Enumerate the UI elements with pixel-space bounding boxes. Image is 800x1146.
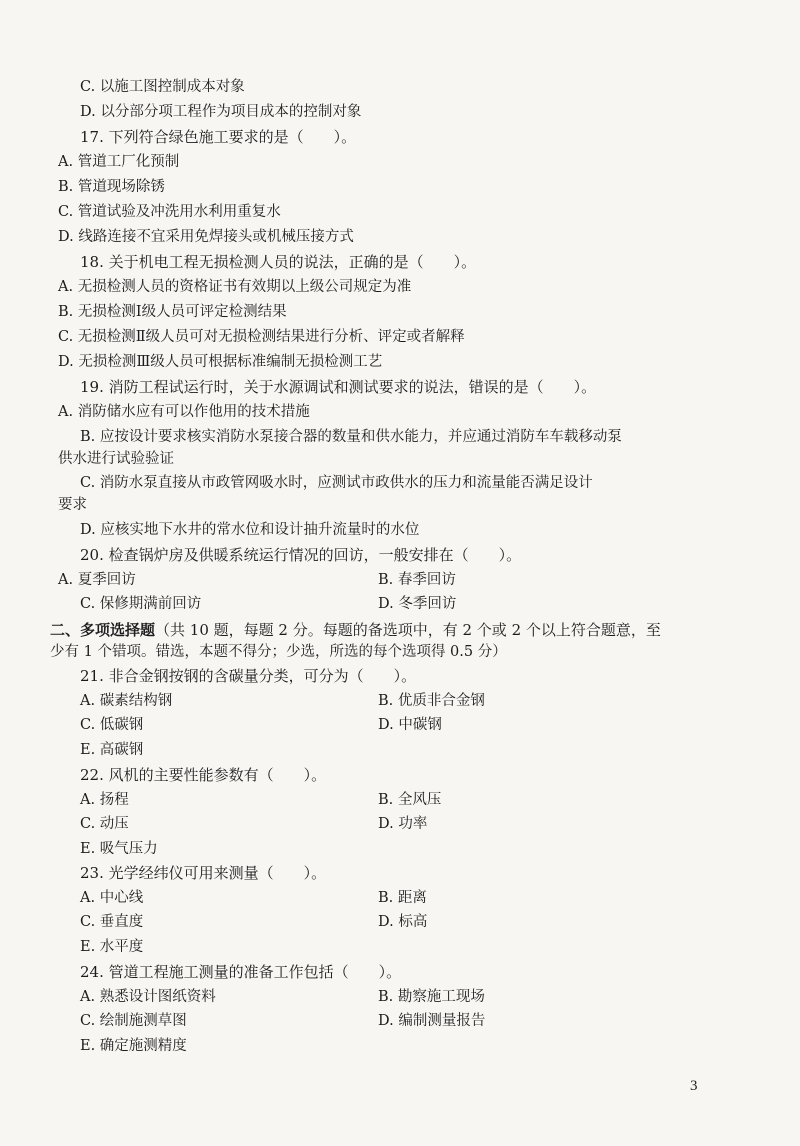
page-number: 3 [690, 1078, 698, 1094]
q19-option-b-line2: 供水进行试验验证 [58, 451, 174, 467]
q19-option-d: D. 应核实地下水井的常水位和设计抽升流量时的水位 [80, 522, 420, 538]
q24-option-d: D. 编制测量报告 [378, 1013, 486, 1029]
section-2-heading [50, 621, 661, 639]
section-2-title: 二、多项选择题 [50, 621, 156, 639]
q22-option-c: C. 动压 [80, 816, 129, 832]
q23-option-a: A. 中心线 [80, 890, 144, 906]
q19-option-b-line1: B. 应按设计要求核实消防水泵接合器的数量和供水能力，并应通过消防车车载移动泵 [80, 429, 622, 445]
q20-option-d: D. 冬季回访 [378, 596, 457, 612]
section-2-desc-line1: （共 10 题，每题 2 分。每题的备选项中，有 2 个或 2 个以上符合题意，至 [155, 621, 661, 639]
q17-option-c: C. 管道试验及冲洗用水利用重复水 [58, 204, 281, 220]
q19-option-a: A. 消防储水应有可以作他用的技术措施 [58, 404, 310, 420]
q24-stem: 24. 管道工程施工测量的准备工作包括（ ）。 [80, 963, 402, 981]
q22-option-d: D. 功率 [378, 816, 428, 832]
q22-stem: 22. 风机的主要性能参数有（ ）。 [80, 766, 327, 784]
q17-stem: 17. 下列符合绿色施工要求的是（ ）。 [80, 128, 357, 146]
q24-option-c: C. 绘制施测草图 [80, 1013, 187, 1029]
q20-stem: 20. 检查锅炉房及供暖系统运行情况的回访，一般安排在（ ）。 [80, 546, 522, 564]
q16-option-d: D. 以分部分项工程作为项目成本的控制对象 [80, 104, 362, 120]
q24-option-b: B. 勘察施工现场 [378, 989, 485, 1005]
q21-option-a: A. 碳素结构钢 [80, 693, 173, 709]
q18-stem: 18. 关于机电工程无损检测人员的说法，正确的是（ ）。 [80, 253, 477, 271]
q19-option-c-line2: 要求 [58, 497, 87, 513]
q18-option-a: A. 无损检测人员的资格证书有效期以上级公司规定为准 [58, 279, 412, 295]
q23-option-c: C. 垂直度 [80, 914, 144, 930]
q16-option-c: C. 以施工图控制成本对象 [80, 79, 245, 95]
q22-option-b: B. 全风压 [378, 792, 442, 808]
q17-option-d: D. 线路连接不宜采用免焊接头或机械压接方式 [58, 229, 354, 245]
q21-option-d: D. 中碳钢 [378, 717, 442, 733]
q23-stem: 23. 光学经纬仪可用来测量（ ）。 [80, 864, 327, 882]
q22-option-a: A. 扬程 [80, 792, 129, 808]
q18-option-c: C. 无损检测Ⅱ级人员可对无损检测结果进行分析、评定或者解释 [58, 329, 465, 345]
q19-stem: 19. 消防工程试运行时，关于水源调试和测试要求的说法，错误的是（ ）。 [80, 378, 597, 396]
q24-option-e: E. 确定施测精度 [80, 1038, 187, 1054]
q20-option-b: B. 春季回访 [378, 572, 456, 588]
q18-option-d: D. 无损检测Ⅲ级人员可根据标准编制无损检测工艺 [58, 354, 383, 370]
q23-option-e: E. 水平度 [80, 939, 144, 955]
q21-stem: 21. 非合金钢按钢的含碳量分类，可分为（ ）。 [80, 667, 417, 685]
q21-option-e: E. 高碳钢 [80, 742, 144, 758]
q23-option-d: D. 标高 [378, 914, 428, 930]
q23-option-b: B. 距离 [378, 890, 427, 906]
q19-option-c-line1: C. 消防水泵直接从市政管网吸水时，应测试市政供水的压力和流量能否满足设计 [80, 475, 593, 491]
q21-option-b: B. 优质非合金钢 [378, 693, 485, 709]
section-2-desc-line2: 少有 1 个错项。错选，本题不得分；少选，所选的每个选项得 0.5 分） [50, 644, 507, 660]
q20-option-a: A. 夏季回访 [58, 572, 136, 588]
q20-option-c: C. 保修期满前回访 [80, 596, 202, 612]
q24-option-a: A. 熟悉设计图纸资料 [80, 989, 216, 1005]
q22-option-e: E. 吸气压力 [80, 841, 158, 857]
q21-option-c: C. 低碳钢 [80, 717, 144, 733]
q18-option-b: B. 无损检测Ⅰ级人员可评定检测结果 [58, 304, 287, 320]
q17-option-b: B. 管道现场除锈 [58, 179, 165, 195]
q17-option-a: A. 管道工厂化预制 [58, 154, 180, 170]
